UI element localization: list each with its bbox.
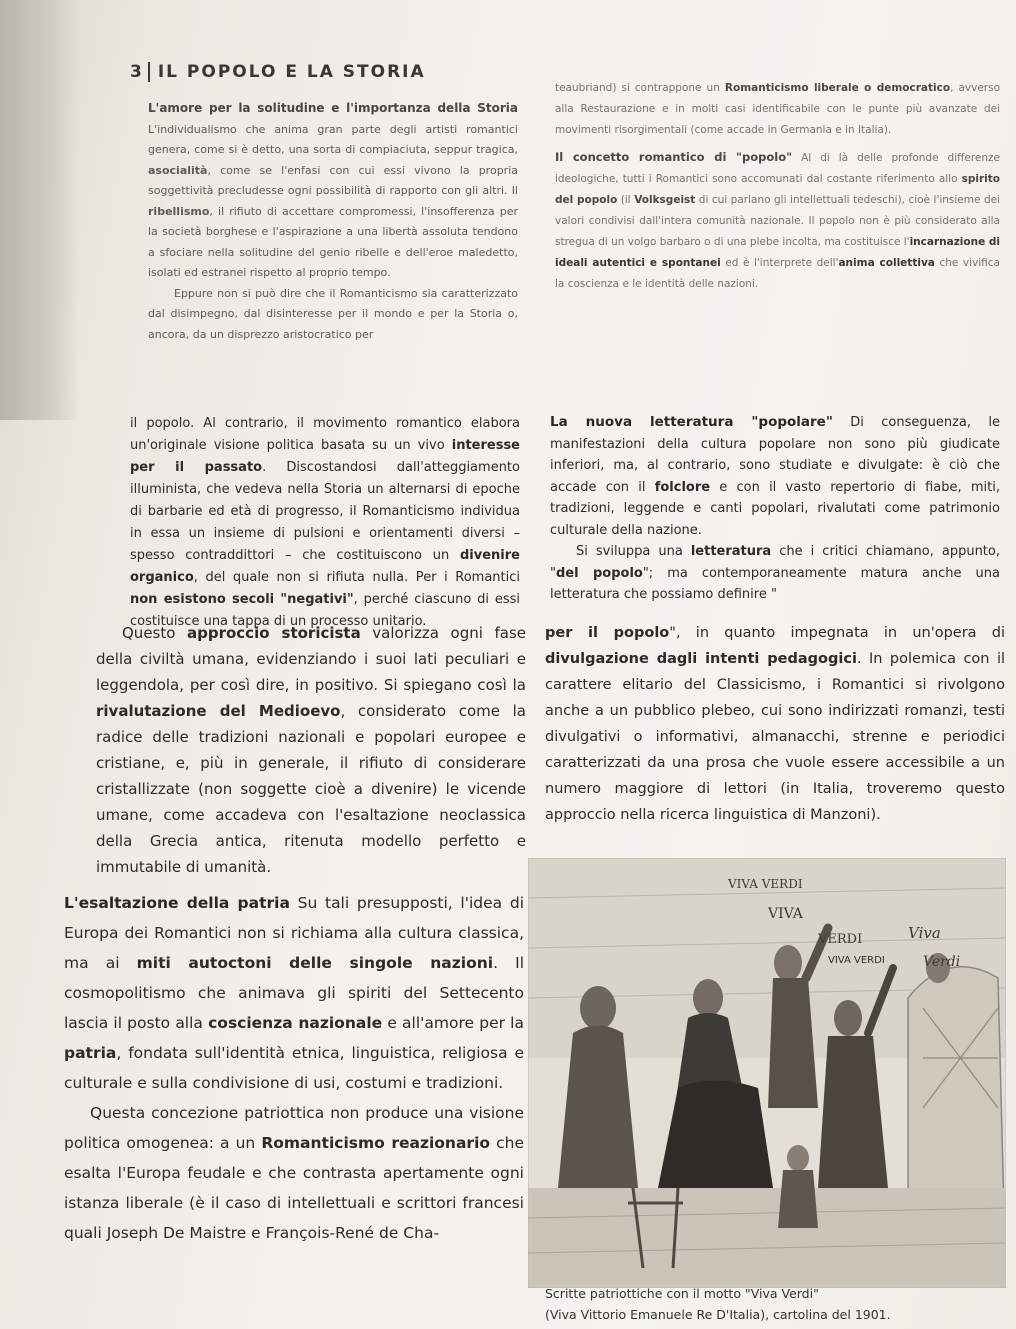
bold-romanticismo-reazionario: Romanticismo reazionario	[261, 1134, 491, 1152]
text-run: Questo	[122, 624, 187, 642]
text-run: il popolo. Al contrario, il movimento romantico elabora un'originale visione politica basata su un vivo	[130, 416, 520, 453]
text-run: Questa concezione patriottica non produce una visione politica omogenea: a un	[64, 1104, 524, 1152]
sign-viva-script: Viva	[908, 924, 941, 942]
text-run: che vivifica la coscienza e le identità delle nazioni.	[555, 257, 1000, 290]
paragraph-storia	[130, 413, 520, 633]
sign-viva-verdi-2: VIVA VERDI	[828, 955, 885, 966]
text-run: ", in quanto impegnata in un'opera di	[669, 625, 1006, 641]
bold-letteratura: letteratura	[690, 544, 772, 559]
text-run: Al di là delle profonde differenze ideologiche, tutti i Romantici sono accomunati dal costante riferimento allo	[555, 152, 1000, 185]
text-run: L'individualismo che anima gran parte degli artisti romantici genera, come si è detto, una sorta di compiaciuta, seppur tragica,	[148, 122, 518, 156]
section-header	[130, 62, 426, 82]
paragraph-divulgazione	[545, 620, 1005, 828]
text-run: Di conseguenza, le manifestazioni della cultura popolare non sono più giudicate inferiori, ma, al contrario, sono studiate e divulgate: è ciò che accade con il	[550, 415, 1000, 495]
bold-asocialita: asocialità	[148, 163, 208, 177]
text-run: . Il cosmopolitismo che animava gli spiriti del Settecento lascia il posto alla	[64, 954, 525, 1032]
bold-per-il-popolo: per il popolo	[545, 625, 670, 641]
heading-patria: L'esaltazione della patria	[64, 894, 290, 912]
section-title: IL POPOLO E LA STORIA	[157, 62, 426, 82]
text-run: , fondata sull'identità etnica, linguistica, religiosa e culturale e sulla condivisione di usi, costumi e tradizioni.	[64, 1044, 524, 1092]
bold-rivalutazione-medioevo: rivalutazione del Medioevo	[96, 702, 341, 720]
text-run: "; ma contemporaneamente matura anche una letteratura che possiamo definire "	[550, 565, 1000, 602]
bold-volksgeist: Volksgeist	[634, 194, 696, 206]
text-run: , come se l'enfasi con cui essi vivono la propria soggettività precludesse ogni possibilità di rapporto con gli altri. Il	[148, 163, 518, 197]
figure-caption	[545, 1283, 1000, 1325]
text-run: , avverso alla Restaurazione e in molti casi identificabile con le punte più avanzate dei movimenti risorgimentali (come accade in Germania e in Italia).	[555, 82, 1000, 136]
bold-incarnazione-ideali: incarnazione di ideali autentici e spontanei	[555, 236, 1000, 269]
text-run: . In polemica con il carattere elitario del Classicismo, i Romantici si rivolgono anche a un pubblico plebeo, cui sono indirizzati romanzi, testi divulgativi o informativi, almanacchi, strenne e periodici caratterizzati da una prosa che vuole essere accessibile a un numero maggiore di lettori (in Italia, troveremo questo approccio nella ricerca linguistica di Manzoni).	[545, 651, 1005, 823]
caption-line-1: Scritte patriottiche con il motto "Viva Verdi"	[545, 1286, 819, 1301]
sign-viva: VIVA	[768, 906, 803, 922]
text-run: , considerato come la radice delle tradizioni nazionali e popolari europee e cristiane, e, più in generale, il rifiuto di considerare cristallizzate (non soggette cioè a divenire) le vicende umane, come accadeva con l'esaltazione neoclassica della Grecia antica, ritenuta modello perfetto e immutabile di umanità.	[96, 702, 527, 876]
text-run: valorizza ogni fase della civiltà umana, evidenziando i suoi lati peculiari e leggendola, per così dire, in positivo. Si spiegano così la	[96, 624, 526, 694]
text-run: (il	[617, 194, 635, 206]
heading-solitudine: L'amore per la solitudine e l'importanza della Storia	[148, 101, 518, 115]
text-run: ed è l'interprete dell'	[720, 257, 839, 269]
text-run: e all'amore per la	[382, 1014, 524, 1032]
sign-verdi: VERDI	[818, 932, 863, 947]
paragraph-eppure: Eppure non si può dire che il Romanticismo sia caratterizzato dal disimpegno, dal disinteresse per il mondo e per la Storia o, ancora, da un disprezzo aristocratico per	[148, 286, 518, 341]
paragraph-popolo	[555, 78, 1000, 295]
caption-line-2: (Viva Vittorio Emanuele Re D'Italia), cartolina del 1901.	[545, 1307, 891, 1322]
text-run: Su tali presupposti, l'idea di Europa dei Romantici non si richiama alla cultura classica, ma ai	[64, 894, 524, 972]
bold-ribellismo: ribellismo	[148, 204, 210, 218]
heading-popolo: Il concetto romantico di "popolo"	[555, 150, 793, 164]
text-run: Si sviluppa una	[576, 544, 691, 559]
bold-approccio-storicista: approccio storicista	[186, 624, 361, 642]
text-run: teaubriand) si contrappone un	[555, 82, 725, 94]
bold-patria: patria	[64, 1044, 117, 1062]
paragraph-storicismo	[96, 620, 526, 880]
text-run: , del quale non si rifiuta nulla. Per i Romantici	[193, 570, 520, 585]
heading-letteratura-popolare: La nuova letteratura "popolare"	[550, 414, 833, 430]
illustration-drawing	[528, 858, 1006, 1288]
bold-del-popolo: del popolo	[555, 565, 643, 581]
text-run: , il rifiuto di accettare compromessi, l'insofferenza per la società borghese e l'aspirazione a una libertà assoluta tendono a sfociare nella solitudine del genio ribelle e dell'eroe maledetto, isolati ed estranei rispetto al proprio tempo.	[148, 204, 518, 279]
bold-divulgazione: divulgazione dagli intenti pedagogici	[545, 651, 857, 667]
bold-interesse-passato: interesse per il passato	[130, 438, 520, 475]
text-run: che i critici chiamano, appunto, "	[550, 544, 1000, 581]
bold-secoli-negativi: non esistono secoli "negativi"	[130, 592, 354, 607]
text-run: di cui parlano gli intellettuali tedeschi), cioè l'insieme dei valori condivisi dall'intera comunità nazionale. Il popolo non è più considerato alla stregua di un volgo barbaro o di una plebe incolta, ma costituisce l'	[555, 194, 1000, 248]
paragraph-patria	[64, 888, 524, 1248]
bold-romanticismo-liberale: Romanticismo liberale o democratico	[724, 82, 951, 94]
text-run: , perché ciascuno di essi costituisce una tappa di un processo unitario.	[130, 592, 521, 629]
sign-verdi-script: Verdi	[923, 954, 961, 970]
text-run: che esalta l'Europa feudale e che contrasta apertamente ogni istanza liberale (è il caso di intellettuali e scrittori francesi quali Joseph De Maistre e François-René de Cha-	[64, 1134, 525, 1242]
bold-anima-collettiva: anima collettiva	[838, 257, 935, 269]
sign-viva-verdi-1: VIVA VERDI	[728, 877, 803, 891]
text-run: . Discostandosi dall'atteggiamento illuminista, che vedeva nella Storia un alternarsi di epoche di barbarie ed età di progresso, il Romanticismo individua in essa un insieme di pulsioni e orientamenti diversi – spesso contraddittori – che costituiscono un	[130, 460, 520, 563]
section-number: 3	[130, 62, 150, 82]
paragraph-solitudine	[148, 98, 518, 345]
bold-divenire-organico: divenire organico	[130, 548, 520, 585]
bold-folclore: folclore	[654, 479, 711, 495]
bold-spirito-popolo: spirito del popolo	[555, 173, 1000, 206]
text-run: e con il vasto repertorio di fiabe, miti, tradizioni, leggende e canti popolari, rivalutati come patrimonio culturale della nazione.	[550, 479, 1000, 538]
bold-coscienza-nazionale: coscienza nazionale	[208, 1014, 383, 1032]
page-gutter-shadow	[0, 0, 80, 420]
bold-miti-autoctoni: miti autoctoni delle singole nazioni	[136, 954, 494, 972]
postcard-illustration	[528, 858, 1006, 1288]
paragraph-letteratura-popolare	[550, 412, 1000, 606]
